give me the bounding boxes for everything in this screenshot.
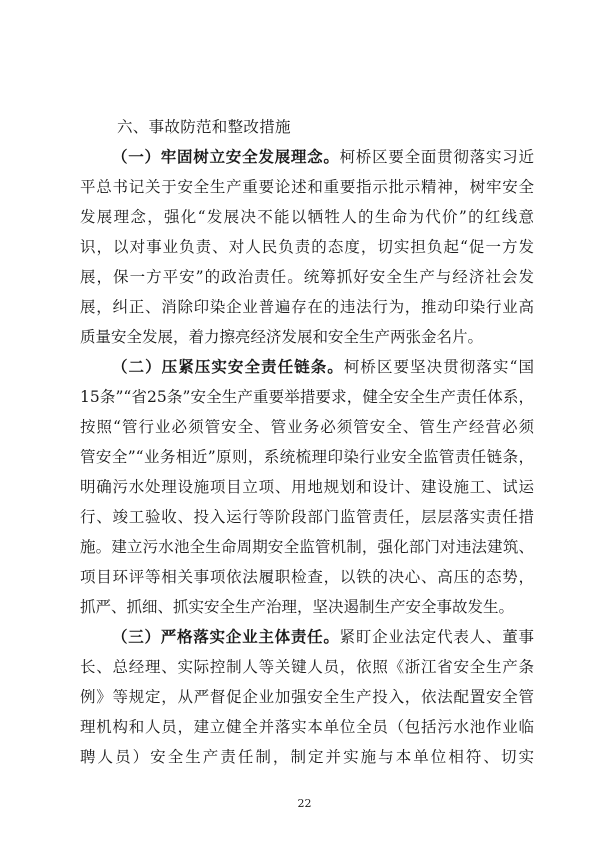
paragraph-line: 管安全”“业务相近”原则，系统梳理印染行业安全监管责任链条， (80, 448, 534, 466)
paragraph-line: 明确污水处理设施项目立项、用地规划和设计、建设施工、试运 (80, 478, 534, 496)
paragraph-1-lead: （一）牢固树立安全发展理念。 (112, 147, 340, 166)
paragraph-line: 聘人员）安全生产责任制，制定并实施与本单位相符、切实 (80, 748, 534, 766)
paragraph-2-lead: （二）压紧压实安全责任链条。 (112, 357, 344, 376)
paragraph-line: 抓严、抓细、抓实安全生产治理，坚决遏制生产安全事故发生。 (80, 598, 515, 616)
paragraph-line: 项目环评等相关事项依法履职检查，以铁的决心、高压的态势， (80, 568, 534, 586)
paragraph-line: 展，保一方平安”的政治责任。统筹抓好安全生产与经济社会发 (80, 268, 534, 286)
paragraph-line: 展，纠正、消除印染企业普遍存在的违法行为，推动印染行业高 (80, 298, 534, 316)
paragraph-line: 例》等规定，从严督促企业加强安全生产投入，依法配置安全管 (80, 688, 534, 706)
paragraph-3-text: 紧盯企业法定代表人、董事 (339, 628, 534, 646)
paragraph-line: 发展理念，强化“发展决不能以牺牲人的生命为代价”的红线意 (80, 208, 534, 226)
paragraph-line: 15条”“省25条”安全生产重要举措要求，健全安全生产责任体系， (80, 388, 534, 406)
paragraph-2-text: 柯桥区要坚决贯彻落实“国 (343, 358, 534, 376)
page-number: 22 (297, 797, 312, 810)
paragraph-line: 识，以对事业负责、对人民负责的态度，切实担负起“促一方发 (80, 238, 534, 256)
paragraph-line: 行、竣工验收、投入运行等阶段部门监管责任，层层落实责任措 (80, 508, 534, 526)
paragraph-line: 长、总经理、实际控制人等关键人员，依照《浙江省安全生产条 (80, 658, 534, 676)
paragraph-line: 质量安全发展，着力擦亮经济发展和安全生产两张金名片。 (80, 328, 484, 346)
paragraph-1-line-1 (80, 147, 534, 167)
paragraph-3-line-1 (80, 627, 534, 647)
section-heading: 六、事故防范和整改措施 (117, 118, 291, 136)
paragraph-line: 平总书记关于安全生产重要论述和重要指示批示精神，树牢安全 (80, 178, 534, 196)
paragraph-line: 理机构和人员，建立健全并落实本单位全员（包括污水池作业临 (80, 718, 534, 736)
paragraph-1-text: 柯桥区要全面贯彻落实习近 (339, 148, 534, 166)
paragraph-3-lead: （三）严格落实企业主体责任。 (112, 627, 340, 646)
paragraph-line: 施。建立污水池全生命周期安全监管机制，强化部门对违法建筑、 (80, 538, 534, 556)
paragraph-line: 按照“管行业必须管安全、管业务必须管安全、管生产经营必须 (80, 418, 534, 436)
paragraph-2-line-1 (80, 357, 534, 377)
